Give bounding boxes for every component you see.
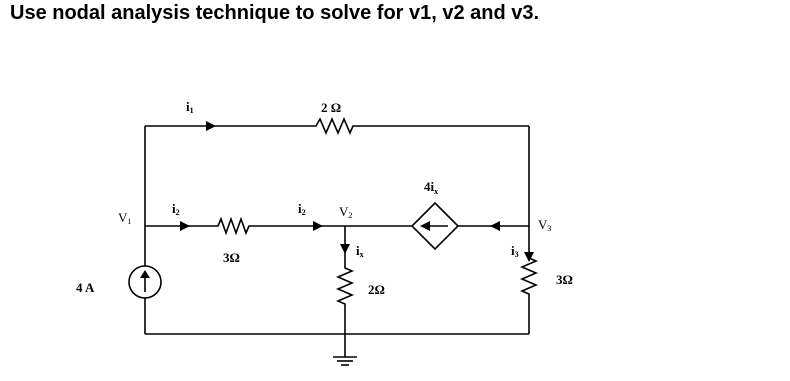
label-i3: i	[511, 243, 515, 258]
label-v1: V	[118, 210, 128, 225]
svg-text:i1	[186, 99, 194, 115]
label-ix-sub: x	[359, 250, 364, 259]
svg-text:ix	[356, 243, 364, 259]
svg-text:4ix	[424, 179, 438, 196]
label-v2: V	[339, 204, 349, 219]
label-v1-sub: 1	[127, 217, 132, 226]
label-i1-sub: 1	[189, 106, 194, 115]
label-v3-sub: 3	[547, 224, 552, 233]
svg-text:i3	[511, 243, 519, 259]
question-title: Use nodal analysis technique to solve for v1, v2 and v3.	[10, 2, 540, 24]
top-wire	[145, 119, 529, 133]
label-i2a-sub: 2	[175, 208, 180, 217]
label-i2b: i	[298, 201, 302, 216]
svg-text:V3	[538, 217, 551, 233]
svg-text:V2	[339, 204, 352, 220]
label-i3-sub: 3	[514, 250, 519, 259]
label-r-top: 2 Ω	[321, 100, 342, 115]
label-i1: i	[186, 99, 190, 114]
arrow-i2b-icon	[313, 221, 323, 231]
label-r-center: 2Ω	[368, 282, 385, 297]
svg-text:i2	[172, 201, 180, 217]
label-v3: V	[538, 217, 548, 232]
label-r-right: 3Ω	[556, 272, 573, 287]
label-dependent-source: 4i	[424, 179, 435, 194]
arrow-right-branch-icon	[490, 221, 500, 231]
svg-text:i2	[298, 201, 306, 217]
arrow-i3-icon	[524, 252, 534, 262]
ground-icon	[333, 357, 357, 365]
dependent-source-icon	[412, 203, 458, 249]
label-v2-sub: 2	[348, 211, 353, 220]
label-ix: i	[356, 243, 360, 258]
arrow-ix-icon	[340, 244, 350, 254]
label-i2b-sub: 2	[301, 208, 306, 217]
label-i2a: i	[172, 201, 176, 216]
label-r-mid: 3Ω	[223, 250, 240, 265]
arrow-i1-icon	[206, 121, 216, 131]
arrow-i2a-icon	[180, 221, 190, 231]
label-dependent-source-sub: x	[434, 187, 439, 196]
svg-text:V1	[118, 210, 131, 226]
current-source-icon	[129, 266, 161, 298]
label-source-current: 4 A	[76, 280, 95, 295]
